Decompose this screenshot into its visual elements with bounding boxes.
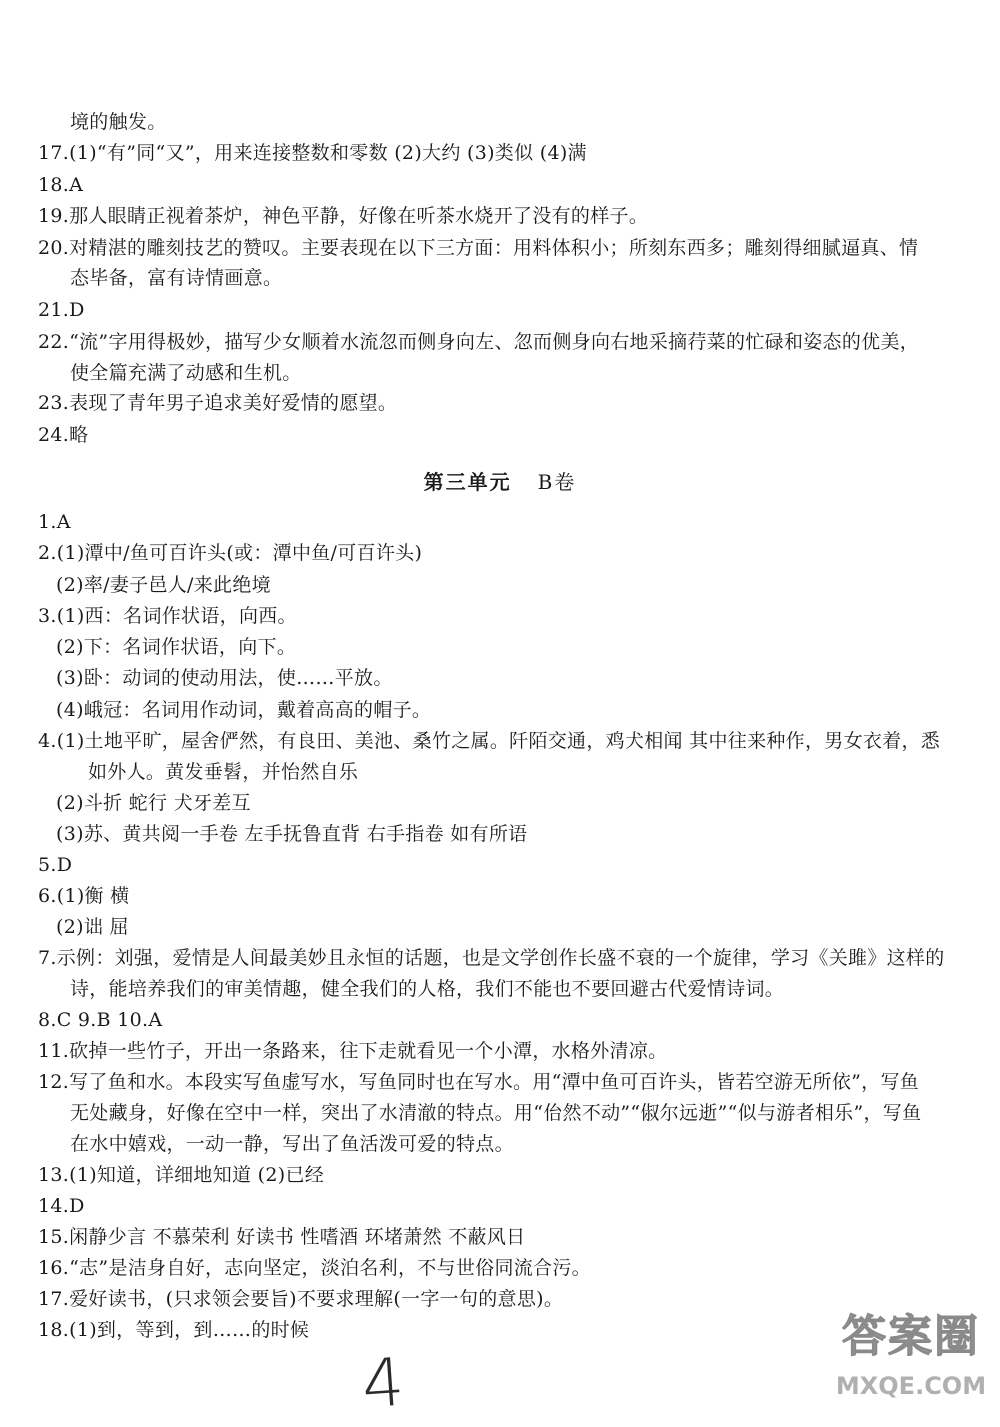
answer-line: 境的触发。 (70, 111, 167, 133)
answer-line: 1.A (38, 511, 71, 533)
answer-line: 态毕备，富有诗情画意。 (70, 267, 283, 289)
answer-line: (4)峨冠：名词用作动词，戴着高高的帽子。 (56, 699, 432, 721)
answer-line: (2)诎 屈 (56, 916, 129, 938)
answer-line: 8.C 9.B 10.A (38, 1009, 163, 1031)
answer-line: (2)斗折 蛇行 犬牙差互 (56, 792, 251, 814)
answer-line: (2)下：名词作状语，向下。 (56, 636, 297, 658)
answer-line: 2.(1)潭中/鱼可百许头(或：潭中鱼/可百许头) (38, 542, 423, 564)
answer-line: 23.表现了青年男子追求美好爱情的愿望。 (38, 392, 398, 414)
section-title (0, 466, 1000, 495)
answer-line: 21.D (38, 299, 85, 321)
answer-line: 17.爱好读书，(只求领会要旨)不要求理解(一字一句的意思)。 (38, 1288, 564, 1310)
answer-line: 在水中嬉戏，一动一静，写出了鱼活泼可爱的特点。 (70, 1133, 514, 1155)
answer-line: 7.示例：刘强，爱情是人间最美妙且永恒的话题，也是文学创作长盛不衰的一个旋律，学习《关雎》这样的 (38, 947, 945, 969)
answer-line: 4.(1)土地平旷，屋舍俨然，有良田、美池、桑竹之属。阡陌交通，鸡犬相闻 其中往来种作，男女衣着，悉 (38, 730, 941, 752)
answer-line: (3)苏、黄共阅一手卷 左手抚鲁直背 右手指卷 如有所语 (56, 823, 528, 845)
answer-line: (3)卧：动词的使动用法，使……平放。 (56, 667, 393, 689)
answer-line: 12.写了鱼和水。本段实写鱼虚写水，写鱼同时也在写水。用“潭中鱼可百许头，皆若空游无所依”，写鱼 (38, 1071, 920, 1093)
answer-line: 5.D (38, 854, 73, 876)
section-unit: 第三单元 (423, 470, 512, 494)
answer-line: 使全篇充满了动感和生机。 (70, 362, 302, 384)
answer-line: 24.略 (38, 424, 89, 446)
answer-line: 19.那人眼睛正视着茶炉，神色平静，好像在听茶水烧开了没有的样子。 (38, 205, 649, 227)
answer-line: 11.砍掉一些竹子，开出一条路来，往下走就看见一个小潭，水格外清凉。 (38, 1040, 668, 1062)
answer-line: 诗，能培养我们的审美情趣，健全我们的人格，我们不能也不要回避古代爱情诗词。 (70, 978, 785, 1000)
answer-line: (2)率/妻子邑人/来此绝境 (56, 574, 271, 596)
answer-line: 15.闲静少言 不慕荣利 好读书 性嗜酒 环堵萧然 不蔽风日 (38, 1226, 526, 1248)
answer-line: 3.(1)西：名词作状语，向西。 (38, 605, 297, 627)
watermark-en-text: MXQE.COM (835, 1372, 987, 1400)
answer-line: 18.(1)到，等到，到……的时候 (38, 1319, 310, 1341)
answer-line: 14.D (38, 1195, 85, 1217)
answer-line: 无处藏身，好像在空中一样，突出了水清澈的特点。用“佁然不动”“俶尔远逝”“似与游者相乐”，写鱼 (70, 1102, 922, 1124)
watermark-logo (826, 1300, 996, 1420)
answer-line: 22.“流”字用得极妙，描写少女顺着水流忽而侧身向左、忽而侧身向右地采摘荇菜的忙碌和姿态的优美， (38, 331, 920, 353)
answer-line: 6.(1)衡 横 (38, 885, 130, 907)
watermark-cn-text: 答案圈 (842, 1311, 980, 1362)
answer-line: 16.“志”是洁身自好，志向坚定，淡泊名利，不与世俗同流合污。 (38, 1257, 591, 1279)
answer-line: 如外人。黄发垂髫，并怡然自乐 (88, 761, 359, 783)
answer-line: 20.对精湛的雕刻技艺的赞叹。主要表现在以下三方面：用料体积小；所刻东西多；雕刻得细腻逼真、情 (38, 237, 919, 259)
answer-line: 13.(1)知道，详细地知道 (2)已经 (38, 1164, 325, 1186)
page-number: 4 (359, 1343, 407, 1424)
answer-line: 17.(1)“有”同“又”，用来连接整数和零数 (2)大约 (3)类似 (4)满 (38, 142, 587, 164)
section-paper: B卷 (537, 470, 577, 494)
answer-line: 18.A (38, 174, 84, 196)
